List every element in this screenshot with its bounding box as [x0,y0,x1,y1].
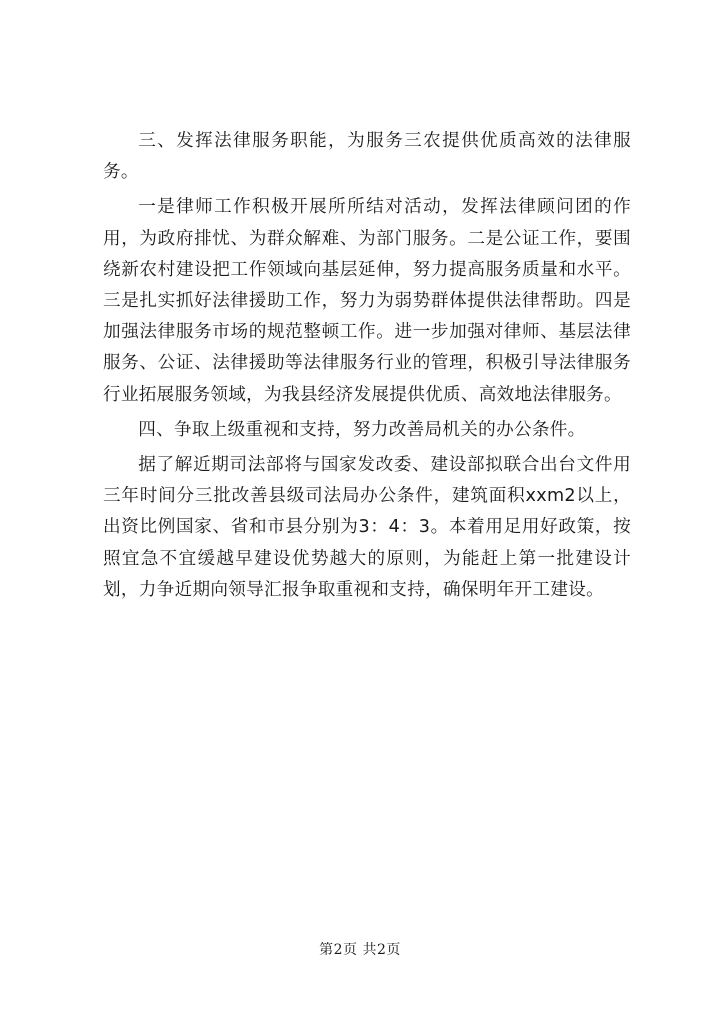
section-paragraph-3: 一是律师工作积极开展所所结对活动，发挥法律顾问团的作用，为政府排忧、为群众解难、为部门服务。二是公证工作，要围绕新农村建设把工作领域向基层延伸，努力提高服务质量和水平。三是扎实抓好法律援助工作，努力为弱势群体提供法律帮助。四是加强法律服务市场的规范整顿工作。进一步加强对律师、基层法律服务、公证、法律援助等法律服务行业的管理，积极引导法律服务行业拓展服务领域，为我县经济发展提供优质、高效地法律服务。 [103,197,631,405]
section-heading-4: 四、争取上级重视和支持，努力改善局机关的办公条件。 [138,419,586,440]
document-body [103,126,631,610]
section-paragraph-4: 据了解近期司法部将与国家发改委、建设部拟联合出台文件用三年时间分三批改善县级司法局办公条件，建筑面积xxm2以上，出资比例国家、省和市县分别为3：4：3。本着用足用好政策，按照宜急不宜缓越早建设优势越大的原则，为能赶上第一批建设计划，力争近期向领导汇报争取重视和支持，确保明年开工建设。 [103,455,631,600]
page-number-footer: 第2页 共2页 [319,942,401,958]
section-heading-3: 三、发挥法律服务职能，为服务三农提供优质高效的法律服务。 [103,131,631,183]
